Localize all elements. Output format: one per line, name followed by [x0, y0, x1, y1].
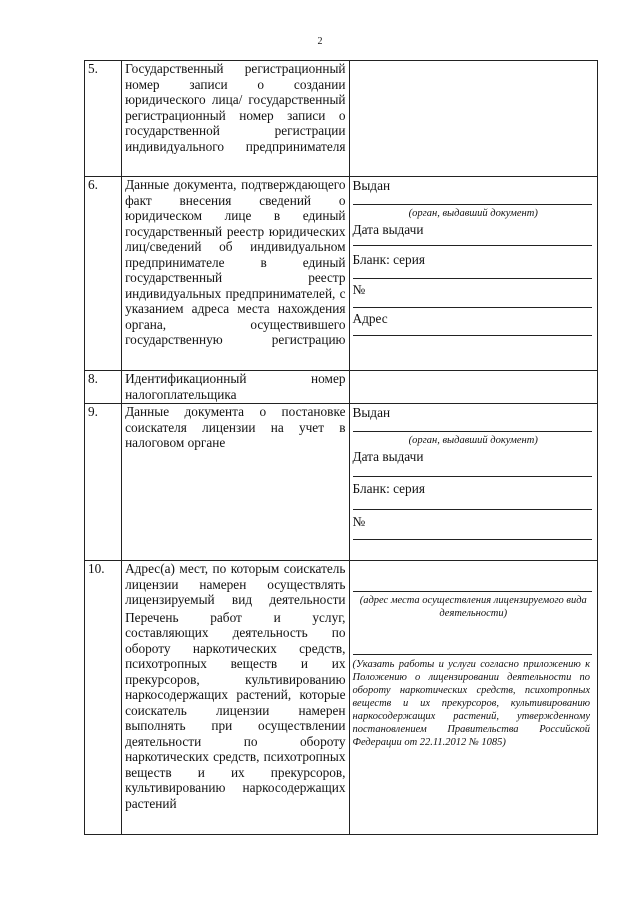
works-list-label: Перечень работ и услуг, составляющих деятельность по обороту наркотических средств, психотропных веществ и их прекурсоров, культивированию наркосодержащих растений, которые соискатель лицензии намерен выполнять при осуществлении деятельности по обороту наркотических средств, психотропных веществ и их прекурсоров, культивированию наркосодержащих растений — [125, 609, 346, 811]
row-description: Данные документа о постановке соискателя лицензии на учет в налоговом органе — [122, 404, 349, 561]
row-description — [122, 561, 349, 835]
table-row — [85, 561, 598, 835]
issuer-hint: (орган, выдавший документ) — [408, 207, 538, 219]
activity-address-hint: (адрес места осуществления лицензируемого вида деятельности) — [359, 595, 587, 619]
row-description: Данные документа, подтверждающего факт внесения сведений о юридическом лице в единый государственный реестр юридических лиц/сведений об индивидуальном предпринимателе в единый государственный реестр индивидуальных предпринимателей, с указанием адреса места нахождения органа, осуществившего государственную регистрацию — [122, 177, 349, 371]
taxpayer-id-cell[interactable] — [349, 371, 598, 404]
row-number: 5. — [85, 61, 122, 177]
tax-document-fields — [349, 404, 598, 561]
row-number: 8. — [85, 371, 122, 404]
activity-address-label: Адрес(а) мест, по которым соискатель лицензии намерен осуществлять лицензируемый вид деятельности — [125, 561, 346, 607]
row-number: 6. — [85, 177, 122, 371]
works-input-line[interactable] — [353, 620, 593, 655]
license-application-table — [84, 60, 598, 835]
page-number: 2 — [317, 36, 323, 47]
form-series-label: Бланк: серия — [352, 252, 425, 267]
row-description: Идентификационный номер налогоплательщика — [122, 371, 349, 404]
works-hint: (Указать работы и услуги согласно приложению к Положению о лицензировании деятельности по обороту наркотических средств, психотропных веществ и их прекурсоров, культивированию наркосодержащих растений, утвержденному постановлением Правительства Российской Федерации от 22.11.2012 № 1085) — [352, 659, 590, 748]
form-number-input-line[interactable] — [353, 529, 593, 540]
row-description: Государственный регистрационный номер записи о создании юридического лица/ государственный регистрационный номер записи о государственной регистрации индивидуального предпринимателя — [122, 61, 349, 177]
issue-date-label: Дата выдачи — [352, 448, 424, 464]
address-input-line[interactable] — [353, 327, 593, 336]
row-number: 9. — [85, 404, 122, 561]
issued-input-line[interactable] — [353, 194, 593, 205]
address-label: Адрес — [352, 311, 388, 326]
issue-date-input-line[interactable] — [353, 464, 593, 477]
activity-address-input-line[interactable] — [353, 561, 593, 592]
row-number: 10. — [85, 561, 122, 835]
issued-input-line[interactable] — [353, 421, 593, 432]
table-row — [85, 404, 598, 561]
issued-label: Выдан — [352, 178, 391, 193]
activity-fields — [349, 561, 598, 835]
value-cell[interactable] — [349, 61, 598, 177]
form-number-label: № — [352, 513, 366, 529]
issued-label: Выдан — [352, 405, 391, 420]
registration-document-fields — [349, 177, 598, 371]
table-row — [85, 61, 598, 177]
issue-date-input-line[interactable] — [353, 237, 593, 246]
table-row — [85, 371, 598, 404]
form-series-input-line[interactable] — [353, 497, 593, 510]
issuer-hint: (орган, выдавший документ) — [408, 434, 538, 446]
form-number-label: № — [352, 281, 366, 297]
issue-date-label: Дата выдачи — [352, 221, 424, 237]
table-row — [85, 177, 598, 371]
form-series-label: Бланк: серия — [352, 481, 425, 496]
form-series-input-line[interactable] — [353, 268, 593, 279]
form-number-input-line[interactable] — [353, 297, 593, 308]
